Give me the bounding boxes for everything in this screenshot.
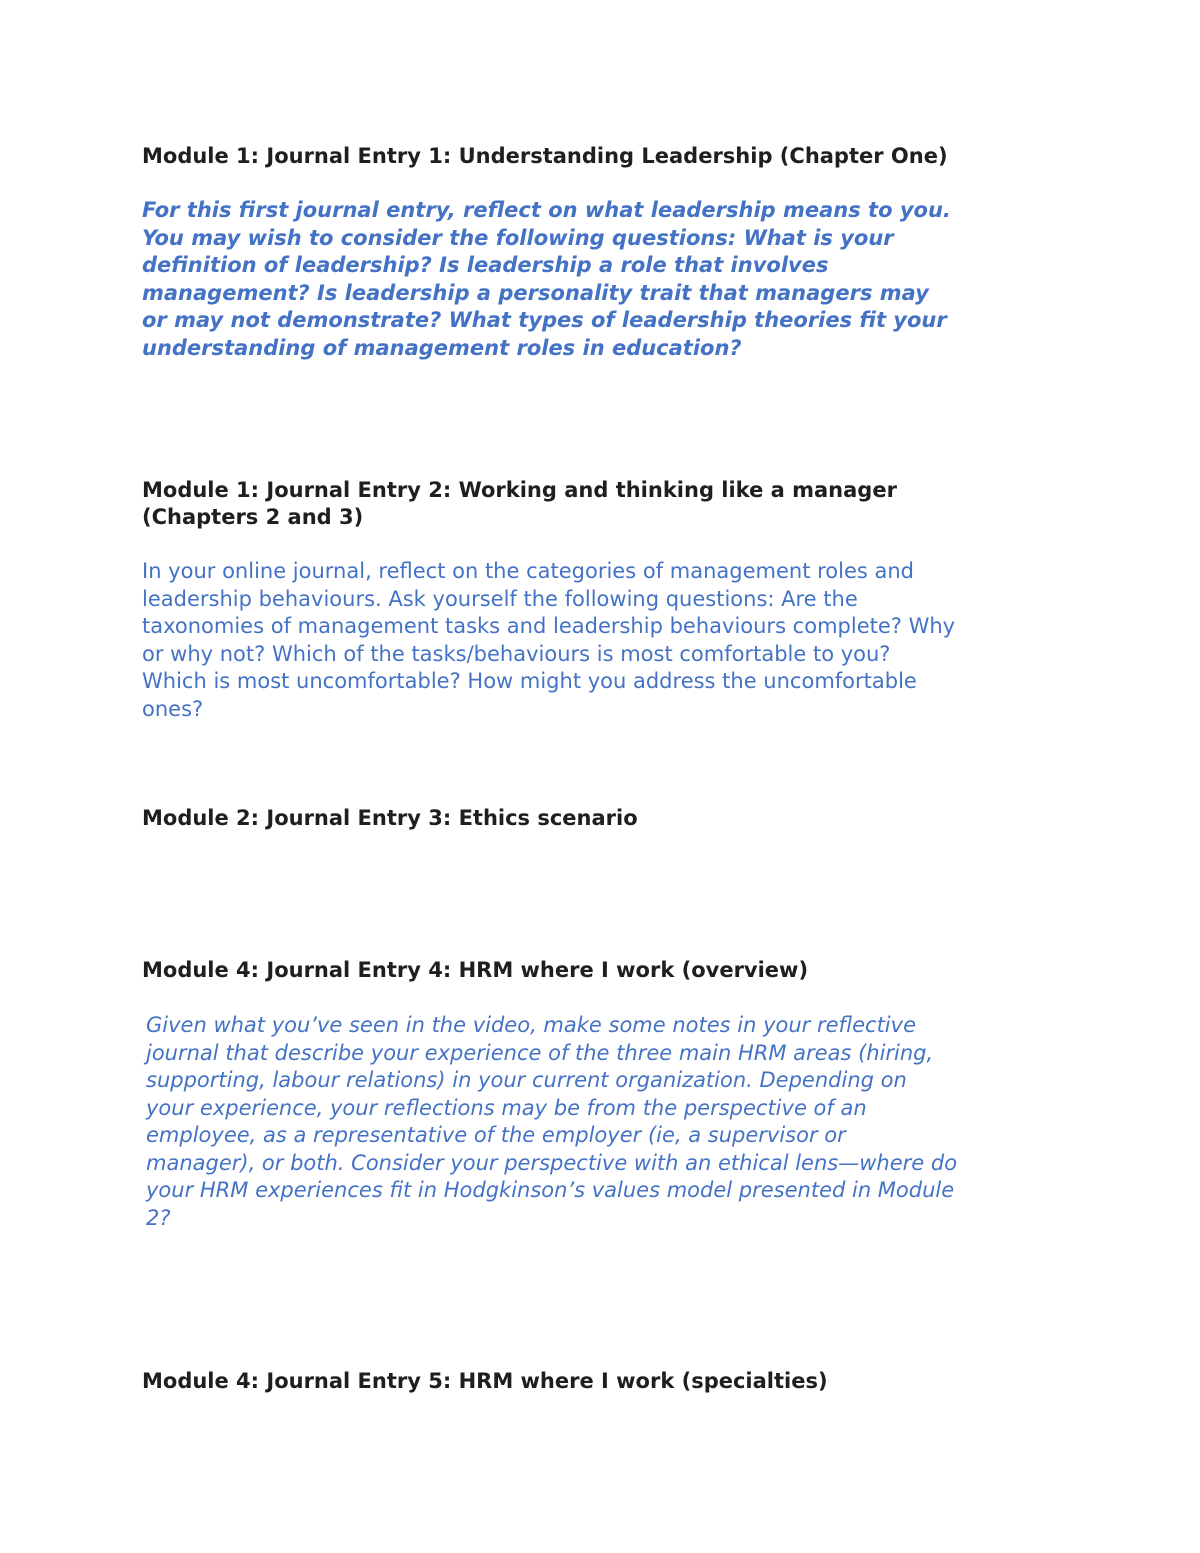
entry-2-prompt-line: ones? xyxy=(142,696,204,721)
entry-4-heading: Module 4: Journal Entry 4: HRM where I work (overview) xyxy=(142,958,809,982)
entry-1-prompt xyxy=(142,197,1067,362)
entry-1-prompt-line: For this first journal entry, reflect on what leadership means to you. xyxy=(142,198,951,222)
entry-2-prompt-line: In your online journal, reflect on the categories of management roles and xyxy=(142,559,915,583)
entry-4-prompt-line: Given what you’ve seen in the video, make some notes in your reflective xyxy=(146,1013,916,1037)
entry-4-prompt-line: employee, as a representative of the employer (ie, a supervisor or xyxy=(146,1123,846,1147)
entry-2-prompt-line: taxonomies of management tasks and leadership behaviours complete? Why xyxy=(142,614,956,638)
entry-2-heading-line: (Chapters 2 and 3) xyxy=(142,505,364,529)
entry-4-prompt xyxy=(146,1012,1071,1232)
entry-4-prompt-line: 2? xyxy=(146,1205,171,1230)
entry-5-heading: Module 4: Journal Entry 5: HRM where I work (specialties) xyxy=(142,1369,828,1393)
entry-4-prompt-line: supporting, labour relations) in your current organization. Depending on xyxy=(146,1068,907,1092)
entry-1-prompt-line: You may wish to consider the following questions: What is your xyxy=(142,225,894,250)
entry-1-heading: Module 1: Journal Entry 1: Understanding Leadership (Chapter One) xyxy=(142,144,948,168)
entry-2-prompt-line: Which is most uncomfortable? How might you address the uncomfortable xyxy=(142,669,917,693)
entry-2-heading xyxy=(142,477,1072,531)
entry-2-prompt-line: leadership behaviours. Ask yourself the following questions: Are the xyxy=(142,586,858,611)
entry-3-heading: Module 2: Journal Entry 3: Ethics scenario xyxy=(142,806,638,830)
entry-1-prompt-line: management? Is leadership a personality trait that managers may xyxy=(142,280,929,305)
entry-2-prompt-line: or why not? Which of the tasks/behaviours is most comfortable to you? xyxy=(142,641,891,666)
entry-4-prompt-line: manager), or both. Consider your perspective with an ethical lens—where do xyxy=(146,1150,958,1175)
entry-4-prompt-line: journal that describe your experience of the three main HRM areas (hiring, xyxy=(146,1040,934,1065)
entry-2-heading-line: Module 1: Journal Entry 2: Working and thinking like a manager xyxy=(142,478,897,502)
entry-2-prompt xyxy=(142,558,1067,723)
entry-4-prompt-line: your HRM experiences fit in Hodgkinson’s values model presented in Module xyxy=(146,1178,955,1202)
entry-1-prompt-line: definition of leadership? Is leadership a role that involves xyxy=(142,253,829,277)
entry-1-prompt-line: understanding of management roles in education? xyxy=(142,335,742,360)
entry-1-prompt-line: or may not demonstrate? What types of leadership theories fit your xyxy=(142,308,947,332)
entry-4-prompt-line: your experience, your reflections may be from the perspective of an xyxy=(146,1095,867,1120)
